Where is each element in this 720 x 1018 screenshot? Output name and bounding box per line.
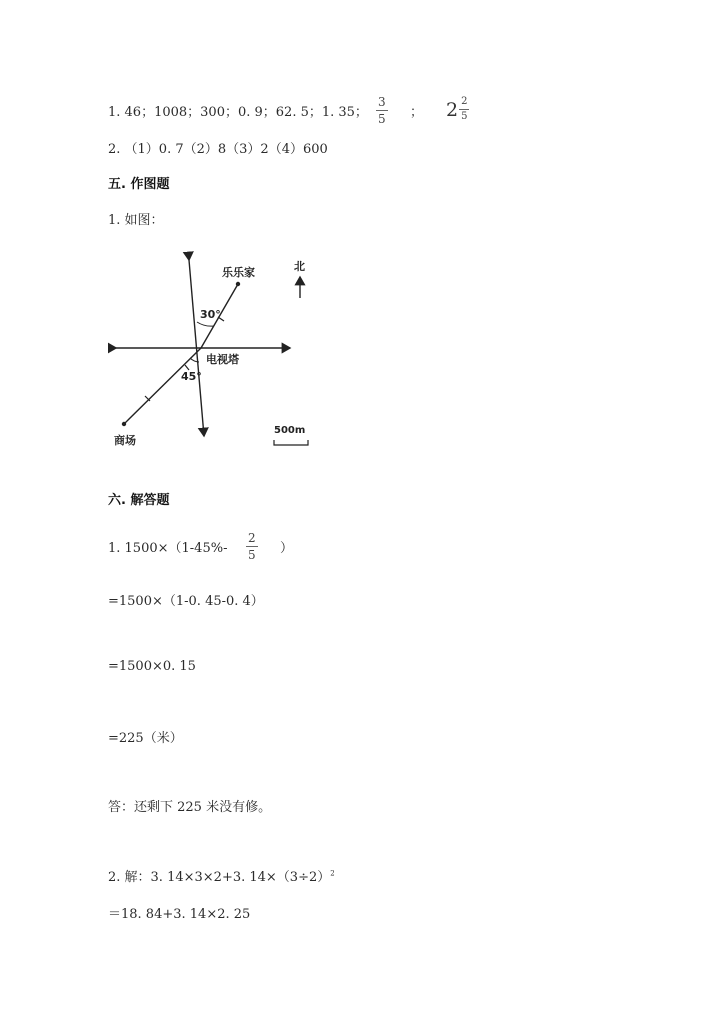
q1-fraction-denominator: 5: [248, 548, 256, 562]
fraction-three-fifths: [376, 96, 388, 125]
answer-line-1: 1. 46；1008；300；0. 9；62. 5；1. 35；: [108, 105, 368, 120]
home-label: 乐乐家: [222, 266, 255, 279]
tower-label: 电视塔: [206, 353, 239, 366]
mixed-number: [446, 97, 469, 122]
mall-label: 商场: [114, 434, 136, 447]
north-label: 北: [294, 260, 305, 273]
section-heading-solutions: 六. 解答题: [108, 493, 170, 508]
q1-expression-suffix: ）: [280, 541, 294, 556]
line-to-mall: [124, 348, 201, 424]
scale-label: 500m: [274, 425, 306, 436]
fraction-numerator: 3: [378, 95, 386, 109]
drawing-item-1: 1. 如图：: [108, 213, 164, 228]
mixed-whole: 2: [446, 98, 459, 121]
q1-step-2: =1500×0. 15: [108, 659, 196, 674]
fraction-denominator: 5: [378, 112, 386, 126]
q2-exponent: 2: [330, 869, 335, 878]
q1-step-3: =225（米）: [108, 731, 183, 746]
q1-step-1: =1500×（1-0. 45-0. 4）: [108, 594, 264, 609]
mixed-fraction: [459, 97, 469, 122]
answer-line-2: 2. （1）0. 7（2）8（3）2（4）600: [108, 142, 328, 157]
q1-fraction: [246, 532, 258, 561]
separator: ；: [410, 105, 424, 120]
q1-fraction-numerator: 2: [248, 531, 256, 545]
q2-step-1: ＝18. 84+3. 14×2. 25: [108, 907, 251, 922]
mall-point: [122, 422, 126, 426]
mixed-denominator: 5: [461, 111, 468, 122]
angle-label-north: 30°: [200, 308, 221, 321]
angle-arc-north: [197, 322, 214, 326]
direction-diagram: [108, 250, 328, 450]
q1-answer: 答：还剩下 225 米没有修。: [108, 800, 272, 815]
mixed-numerator: 2: [459, 97, 469, 110]
q2-expression-text: 2. 解：3. 14×3×2+3. 14×（3÷2）: [108, 870, 331, 885]
angle-label-south: 45°: [181, 370, 202, 383]
section-heading-drawing: 五. 作图题: [108, 177, 170, 192]
scale-bar: [274, 440, 308, 445]
q1-expression-prefix: 1. 1500×（1-45%-: [108, 541, 228, 556]
q2-expression: [108, 866, 335, 885]
home-point: [236, 282, 240, 286]
